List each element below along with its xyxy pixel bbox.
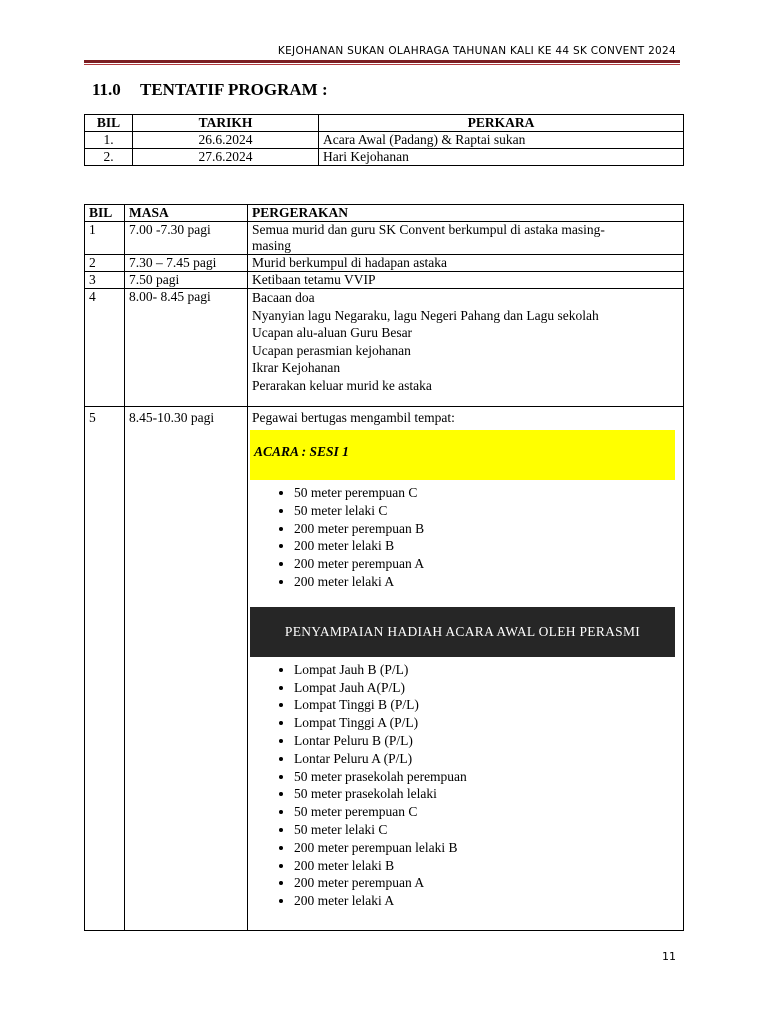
cell-bil: 1. [85, 132, 133, 149]
event-item: • 50 meter perempuan C [294, 803, 679, 821]
event-item: • 50 meter lelaki C [294, 821, 679, 839]
event-item: • Lontar Peluru A (P/L) [294, 750, 679, 768]
activity-line: Ikrar Kejohanan [252, 360, 341, 375]
section-number: 11.0 [92, 80, 121, 99]
section-title [92, 80, 328, 100]
cell-masa: 7.30 – 7.45 pagi [125, 255, 248, 272]
event-item: • 200 meter lelaki A [294, 892, 679, 910]
event-list-1 [252, 484, 679, 591]
event-item: • Lompat Jauh B (P/L) [294, 661, 679, 679]
event-item: • 200 meter lelaki B [294, 857, 679, 875]
cell-pergerakan [248, 407, 684, 931]
event-item: • 50 meter prasekolah perempuan [294, 768, 679, 786]
header-rule [84, 60, 680, 63]
document-header: KEJOHANAN SUKAN OLAHRAGA TAHUNAN KALI KE 44 SK CONVENT 2024 [277, 45, 676, 57]
cell-bil: 2 [85, 255, 125, 272]
date-table [84, 114, 684, 166]
activity-line: Ucapan perasmian kejohanan [252, 342, 411, 358]
cell-bil: 1 [85, 222, 125, 255]
cell-bil: 2. [85, 149, 133, 166]
event-item: • Lompat Jauh A(P/L) [294, 679, 679, 697]
table-row [85, 222, 684, 255]
cell-pergerakan [248, 222, 684, 255]
col-header-perkara: PERKARA [319, 115, 684, 132]
col-header-masa: MASA [125, 205, 248, 222]
activity-line: Bacaan doa [252, 290, 315, 305]
event-item: • 200 meter perempuan A [294, 874, 679, 892]
award-banner: PENYAMPAIAN HADIAH ACARA AWAL OLEH PERASMI [250, 607, 675, 657]
event-item: • 50 meter prasekolah lelaki [294, 785, 679, 803]
col-header-bil: BIL [85, 205, 125, 222]
event-item: • 200 meter perempuan A [294, 555, 679, 573]
cell-perkara: Acara Awal (Padang) & Raptai sukan [319, 132, 684, 149]
event-item: • 200 meter lelaki A [294, 573, 679, 591]
session-highlight: ACARA : SESI 1 [250, 430, 675, 480]
cell-tarikh: 26.6.2024 [133, 132, 319, 149]
event-item: • 50 meter perempuan C [294, 484, 679, 502]
cell-perkara: Hari Kejohanan [319, 149, 684, 166]
table-header-row [85, 205, 684, 222]
cell-masa: 7.00 -7.30 pagi [125, 222, 248, 255]
table-row [85, 407, 684, 931]
table-row [85, 289, 684, 407]
table-row [85, 149, 684, 166]
cell-pergerakan: Murid berkumpul di hadapan astaka [248, 255, 684, 272]
event-list-2 [252, 661, 679, 910]
table-row [85, 132, 684, 149]
activity-line: Nyanyian lagu Negaraku, lagu Negeri Pahang dan Lagu sekolah [252, 307, 599, 323]
event-item: • Lompat Tinggi B (P/L) [294, 696, 679, 714]
table-header-row [85, 115, 684, 132]
section-heading: TENTATIF PROGRAM : [140, 80, 328, 99]
cell-masa: 7.50 pagi [125, 272, 248, 289]
event-item: • 50 meter lelaki C [294, 502, 679, 520]
cell-bil: 4 [85, 289, 125, 407]
event-item: • 200 meter perempuan lelaki B [294, 839, 679, 857]
cell-masa: 8.45-10.30 pagi [125, 407, 248, 931]
event-item: • 200 meter perempuan B [294, 520, 679, 538]
table-row [85, 255, 684, 272]
activity-intro: Pegawai bertugas mengambil tempat: [252, 410, 455, 425]
event-item: • Lompat Tinggi A (P/L) [294, 714, 679, 732]
page-number: 11 [662, 950, 676, 963]
col-header-bil: BIL [85, 115, 133, 132]
cell-pergerakan [248, 289, 684, 407]
cell-bil: 5 [85, 407, 125, 931]
event-item: • Lontar Peluru B (P/L) [294, 732, 679, 750]
activity-line: Ucapan alu-aluan Guru Besar [252, 325, 413, 340]
schedule-table [84, 204, 684, 931]
cell-pergerakan: Ketibaan tetamu VVIP [248, 272, 684, 289]
header-rule-thin [84, 64, 680, 65]
cell-bil: 3 [85, 272, 125, 289]
col-header-tarikh: TARIKH [133, 115, 319, 132]
cell-tarikh: 27.6.2024 [133, 149, 319, 166]
cell-masa: 8.00- 8.45 pagi [125, 289, 248, 407]
activity-line: Perarakan keluar murid ke astaka [252, 377, 432, 393]
activity-line: masing [252, 238, 291, 253]
col-header-pergerakan: PERGERAKAN [248, 205, 684, 222]
table-row [85, 272, 684, 289]
event-item: • 200 meter lelaki B [294, 537, 679, 555]
activity-line: Semua murid dan guru SK Convent berkumpul di astaka masing- [252, 222, 605, 237]
